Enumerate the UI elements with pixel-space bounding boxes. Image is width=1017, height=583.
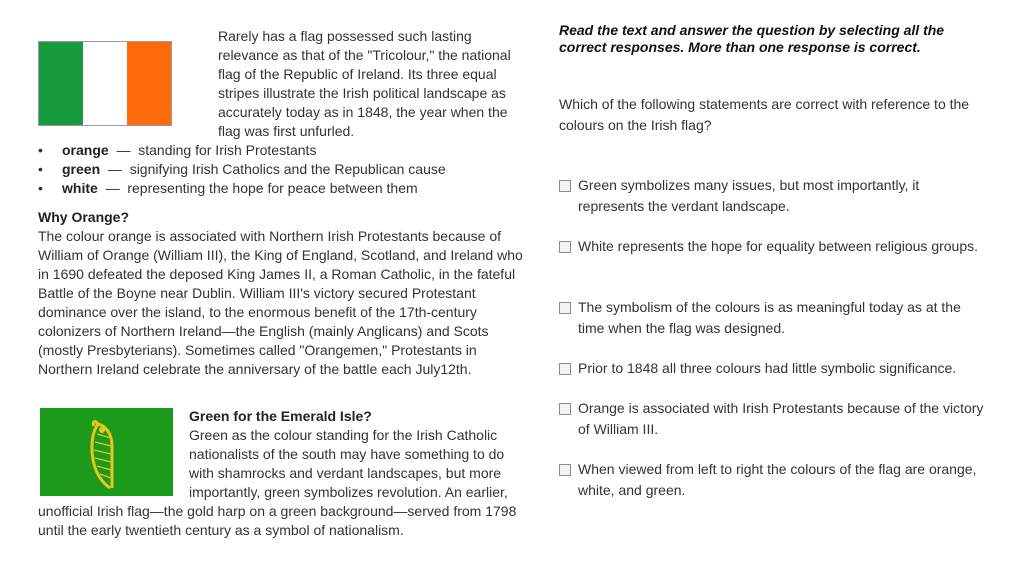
- answer-label[interactable]: Orange is associated with Irish Protestants because of the victory of William III.: [578, 400, 984, 437]
- answer-label[interactable]: When viewed from left to right the colours of the flag are orange, white, and green.: [578, 461, 977, 498]
- answer-checkbox[interactable]: [559, 241, 571, 253]
- flag-stripe-white: [83, 42, 127, 125]
- colour-description: signifying Irish Catholics and the Republican cause: [129, 161, 446, 177]
- harp-icon: [40, 408, 173, 496]
- bullet-marker: •: [38, 142, 43, 158]
- answer-label[interactable]: Prior to 1848 all three colours had little symbolic significance.: [578, 360, 957, 376]
- answer-checkbox[interactable]: [559, 363, 571, 375]
- answer-checkbox[interactable]: [559, 464, 571, 476]
- green-harp-flag: [40, 408, 173, 496]
- green-paragraph-part1: Green as the colour standing for the Irish Catholic nationalists of the south may have something to do with shamrocks and verdant landscapes, but more importantly, green symbolizes revolution. An earlier,: [189, 427, 508, 500]
- flag-stripe-green: [39, 42, 83, 125]
- bullet-marker: •: [38, 180, 43, 196]
- em-dash: —: [116, 142, 131, 158]
- green-heading: Green for the Emerald Isle?: [189, 408, 372, 424]
- em-dash: —: [105, 180, 120, 196]
- answer-label[interactable]: The symbolism of the colours is as meaningful today as at the time when the flag was designed.: [578, 299, 961, 336]
- colour-term: white: [62, 180, 98, 196]
- answer-label[interactable]: White represents the hope for equality between religious groups.: [578, 238, 979, 254]
- colour-meaning-list: [38, 141, 528, 198]
- colour-description: representing the hope for peace between them: [127, 180, 418, 196]
- list-item: [38, 179, 528, 198]
- intro-paragraph: Rarely has a flag possessed such lasting relevance as that of the "Tricolour," the national flag of the Republic of Ireland. Its three equal stripes illustrate the Irish political landscape as accurately today as in 1848, the year when the flag was first unfurled.: [218, 28, 511, 139]
- bullet-marker: •: [38, 161, 43, 177]
- answer-checkbox[interactable]: [559, 302, 571, 314]
- colour-description: standing for Irish Protestants: [138, 142, 317, 158]
- answer-checkbox[interactable]: [559, 403, 571, 415]
- why-orange-heading: Why Orange?: [38, 209, 130, 225]
- irish-tricolour-flag: [38, 41, 172, 126]
- colour-term: green: [62, 161, 101, 177]
- flag-stripe-orange: [127, 42, 171, 125]
- answer-checkbox[interactable]: [559, 180, 571, 192]
- quiz-question: Which of the following statements are correct with reference to the colours on the Irish flag?: [559, 96, 970, 133]
- green-paragraph-part2: unofficial Irish flag—the gold harp on a green background—served from 1798 until the early twentieth century as a symbol of nationalism.: [38, 503, 517, 538]
- em-dash: —: [107, 161, 122, 177]
- colour-term: orange: [62, 142, 109, 158]
- list-item: [38, 141, 528, 160]
- why-orange-paragraph: The colour orange is associated with Northern Irish Protestants because of William of Orange (William III), the King of England, Scotland, and Ireland who in 1690 defeated the deposed King James II, a Roman Catholic, in the fateful Battle of the Boyne near Dublin. William III's victory secured Protestant dominance over the island, to the enormous benefit of the 17th-century colonizers of Northern Ireland—the English (mainly Anglicans) and Scots (mostly Presbyterians). Sometimes called "Orangemen," Protestants in Northern Ireland celebrate the anniversary of the battle each July12th.: [38, 228, 523, 377]
- answer-label[interactable]: Green symbolizes many issues, but most importantly, it represents the verdant landscape.: [578, 177, 920, 214]
- quiz-instruction: Read the text and answer the question by selecting all the correct responses. More than one response is correct.: [559, 22, 945, 55]
- list-item: [38, 160, 528, 179]
